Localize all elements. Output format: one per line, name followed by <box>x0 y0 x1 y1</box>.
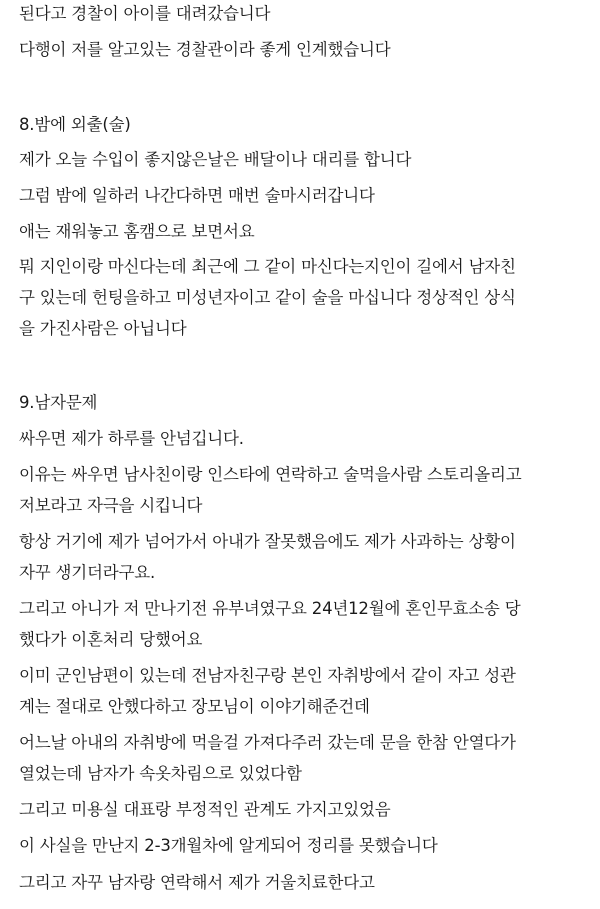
text-line: 그리고 아니가 저 만나기전 유부녀였구요 24년12월에 혼인무효소송 당 <box>19 599 521 618</box>
text-line: 그럼 밤에 일하러 나간다하면 매번 술마시러갑니다 <box>19 186 375 205</box>
section-heading: 8.밤에 외출(술) <box>19 115 131 134</box>
text-line: 그리고 미용실 대표랑 부정적인 관계도 가지고있었음 <box>19 800 391 819</box>
text-line: 그리고 자꾸 남자랑 연락해서 제가 거울치료한다고 <box>19 873 375 892</box>
text-line: 이미 군인남편이 있는데 전남자친구랑 본인 자취방에서 같이 자고 성관 <box>19 666 516 685</box>
text-line: 어느날 아내의 자취방에 먹을걸 가져다주러 갔는데 문을 한참 안열다가 <box>19 733 516 752</box>
section-heading: 9.남자문제 <box>19 393 98 412</box>
text-line: 싸우면 제가 하루를 안넘깁니다. <box>19 429 244 448</box>
text-line: 을 가진사람은 아닙니다 <box>19 319 187 338</box>
text-line: 자꾸 생기더라구요. <box>19 563 156 582</box>
text-line: 했다가 이혼처리 당했어요 <box>19 630 203 649</box>
text-line: 이 사실을 만난지 2-3개월차에 알게되어 정리를 못했습니다 <box>19 836 438 855</box>
text-line: 이유는 싸우면 남사친이랑 인스타에 연락하고 술먹을사람 스토리올리고 <box>19 465 522 484</box>
text-line: 애는 재워놓고 홈캠으로 보면서요 <box>19 222 255 241</box>
text-line: 다행이 저를 알고있는 경찰관이라 좋게 인계했습니다 <box>19 40 391 59</box>
text-line: 된다고 경찰이 아이를 대려갔습니다 <box>19 4 271 23</box>
text-line: 항상 거기에 제가 넘어가서 아내가 잘못했음에도 제가 사과하는 상황이 <box>19 532 516 551</box>
text-line: 저보라고 자극을 시킵니다 <box>19 496 203 515</box>
text-line: 제가 오늘 수입이 좋지않은날은 배달이나 대리를 합니다 <box>19 150 412 169</box>
text-line: 뭐 지인이랑 마신다는데 최근에 그 같이 마신다는지인이 길에서 남자친 <box>19 257 516 276</box>
text-line: 구 있는데 헌팅을하고 미성년자이고 같이 술을 마십니다 정상적인 상식 <box>19 288 516 307</box>
text-line: 열었는데 남자가 속옷차림으로 있었다함 <box>19 764 302 783</box>
text-line: 계는 절대로 안했다하고 장모님이 이야기해준건데 <box>19 697 370 716</box>
